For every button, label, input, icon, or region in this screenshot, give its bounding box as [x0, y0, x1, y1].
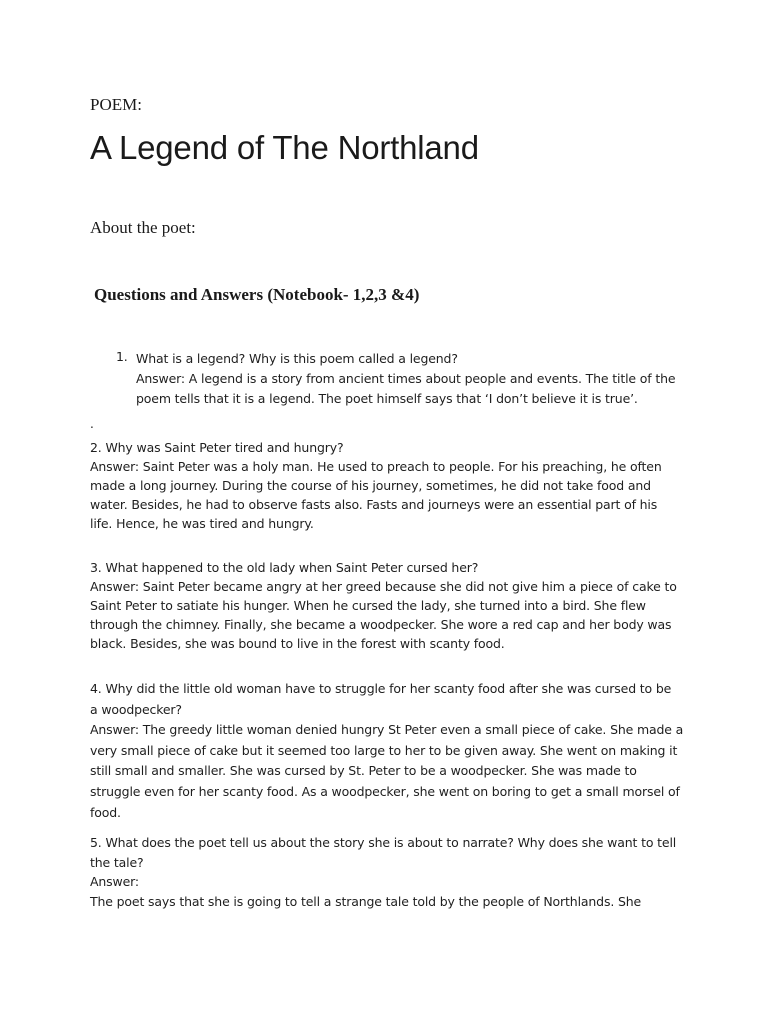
q5-answer-label: Answer:: [90, 874, 139, 889]
q2-question: 2. Why was Saint Peter tired and hungry?: [90, 440, 344, 455]
qa-heading: Questions and Answers (Notebook- 1,2,3 &4): [94, 285, 420, 304]
q2-answer-line: Answer: Saint Peter was a holy man. He used to preach to people. For his preaching, he often: [90, 459, 662, 474]
question-2: [90, 438, 690, 533]
stray-dot: .: [90, 417, 94, 431]
question-1: [136, 349, 696, 409]
q4-question: 4. Why did the little old woman have to struggle for her scanty food after she was cursed to be: [90, 681, 672, 696]
question-3: [90, 558, 690, 653]
q4-question: a woodpecker?: [90, 701, 182, 717]
question-5: [90, 833, 690, 911]
q3-answer-line: Answer: Saint Peter became angry at her greed because she did not give him a piece of cake to: [90, 579, 677, 594]
q3-answer-line: black. Besides, she was bound to live in the forest with scanty food.: [90, 636, 505, 651]
q4-answer-line: struggle even for her scanty food. As a woodpecker, she went on boring to get a small morsel of: [90, 783, 680, 799]
q3-answer-line: through the chimney. Finally, she became a woodpecker. She wore a red cap and her body was: [90, 617, 672, 632]
q2-answer-line: water. Besides, he had to observe fasts also. Fasts and journeys were an essential part of his: [90, 497, 658, 512]
q4-answer-line: still small and smaller. She was cursed by St. Peter to be a woodpecker. She was made to: [90, 763, 637, 779]
page-title: A Legend of The Northland: [90, 129, 479, 166]
q2-answer-line: made a long journey. During the course of his journey, sometimes, he did not take food and: [90, 478, 651, 493]
poem-label: POEM:: [90, 95, 142, 114]
q5-question: 5. What does the poet tell us about the story she is about to narrate? Why does she want to tell: [90, 835, 677, 850]
about-poet-heading: About the poet:: [90, 218, 196, 237]
q1-answer-line: poem tells that it is a legend. The poet himself says that ‘I don’t believe it is true’.: [136, 391, 638, 406]
q4-answer-line: very small piece of cake but it seemed too large to her to be given away. She went on making it: [90, 742, 678, 758]
q5-answer-line: The poet says that she is going to tell a strange tale told by the people of Northlands. She: [90, 893, 642, 909]
q1-question: What is a legend? Why is this poem called a legend?: [136, 351, 458, 366]
q5-question: the tale?: [90, 854, 144, 870]
q3-answer-line: Saint Peter to satiate his hunger. When he cursed the lady, she turned into a bird. She flew: [90, 598, 646, 613]
q2-answer-line: life. Hence, he was tired and hungry.: [90, 516, 314, 531]
q4-answer-line: Answer: The greedy little woman denied hungry St Peter even a small piece of cake. She made a: [90, 722, 684, 738]
q1-number: 1.: [116, 349, 128, 364]
q1-answer-line: Answer: A legend is a story from ancient times about people and events. The title of the: [136, 371, 676, 386]
question-4: [90, 679, 690, 823]
q3-question: 3. What happened to the old lady when Saint Peter cursed her?: [90, 560, 479, 575]
q4-answer-line: food.: [90, 804, 121, 820]
